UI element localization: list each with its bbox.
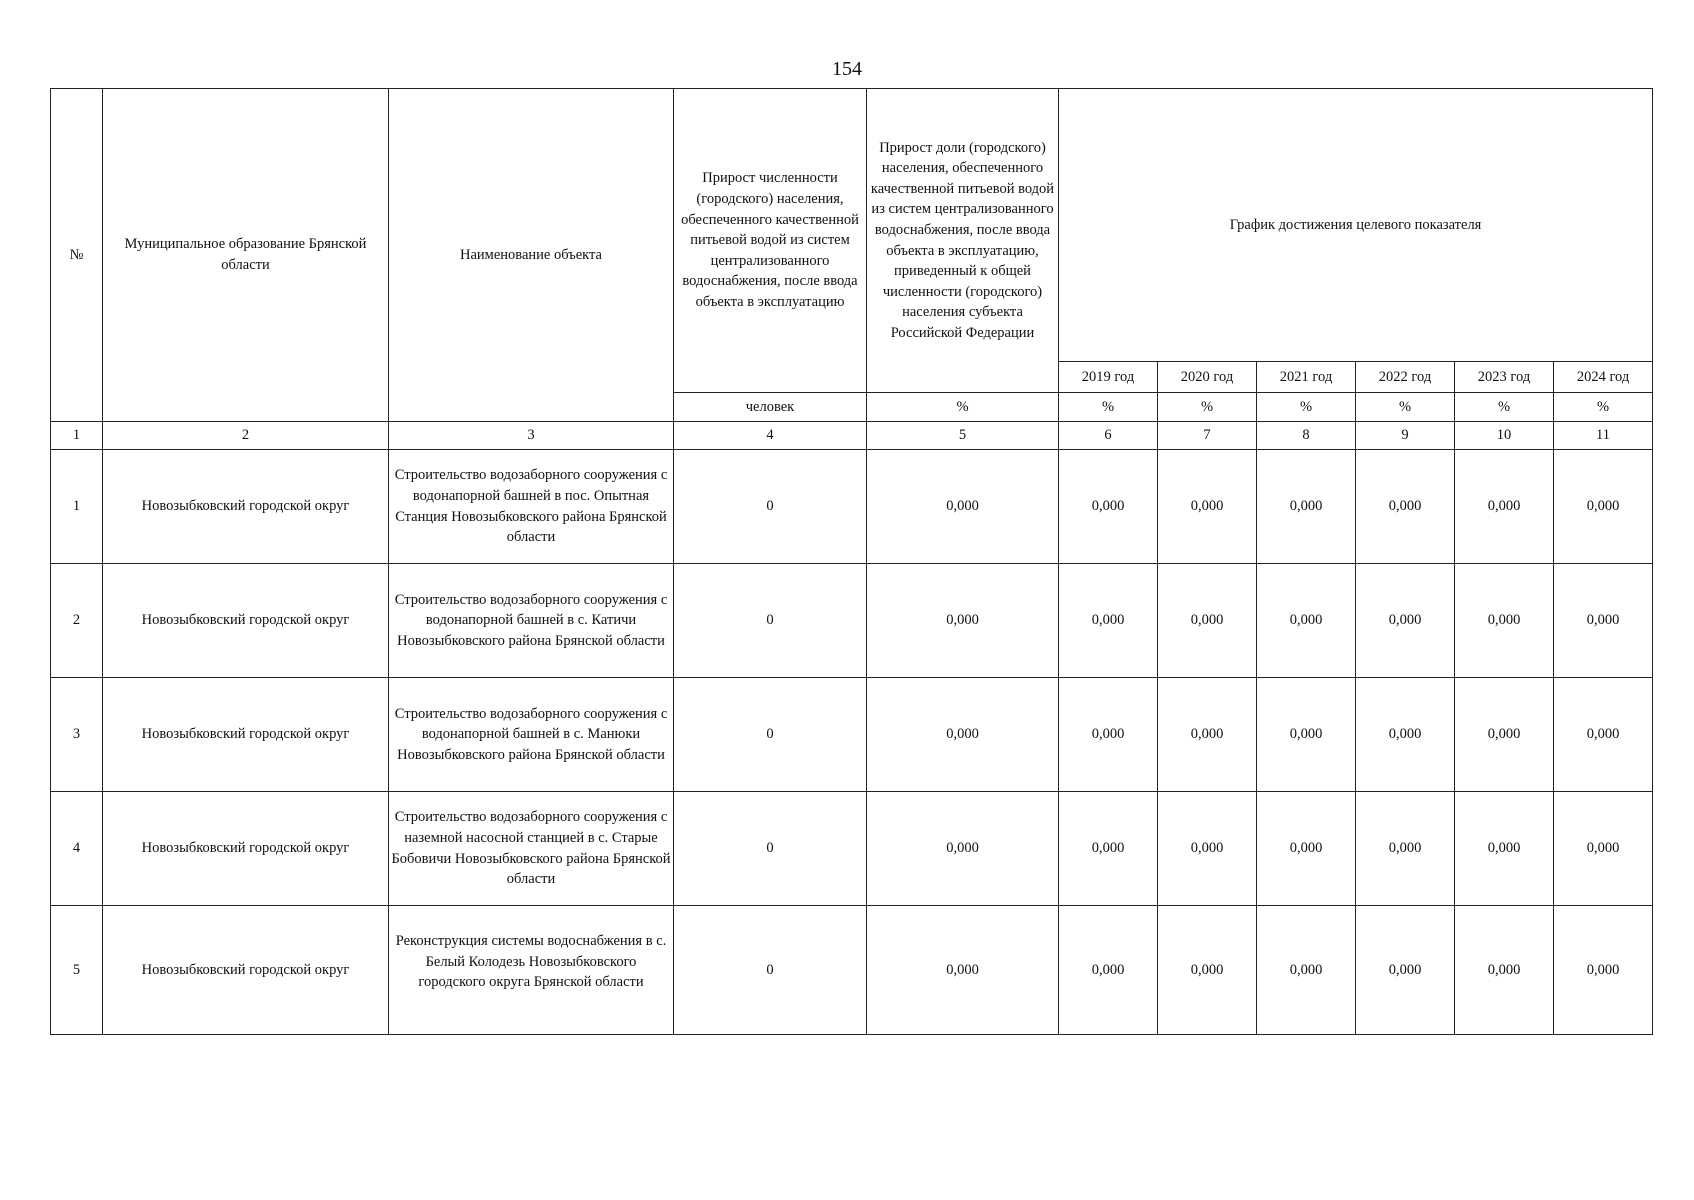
year-value-cell: 0,000	[1455, 906, 1554, 1035]
year-value-cell: 0,000	[1158, 906, 1257, 1035]
population-cell: 0	[674, 450, 867, 564]
year-value-cell: 0,000	[1356, 792, 1455, 906]
unit-cell: %	[867, 393, 1059, 422]
header-year: 2023 год	[1455, 362, 1554, 393]
row-number: 1	[51, 450, 103, 564]
header-year: 2021 год	[1257, 362, 1356, 393]
column-number: 4	[674, 422, 867, 450]
year-value-cell: 0,000	[1455, 564, 1554, 678]
row-number: 3	[51, 678, 103, 792]
table-row	[51, 678, 1653, 792]
column-number: 8	[1257, 422, 1356, 450]
column-number: 1	[51, 422, 103, 450]
header-share-growth: Прирост доли (городского) населения, обеспеченного качественной питьевой водой из систем централизованного водоснабжения, после ввода объекта в эксплуатацию, приведенный к общей численности (городского) населения субъекта Российской Федерации	[867, 89, 1059, 393]
population-cell: 0	[674, 564, 867, 678]
column-number: 3	[389, 422, 674, 450]
table-row	[51, 450, 1653, 564]
year-value-cell: 0,000	[1158, 564, 1257, 678]
year-value-cell: 0,000	[1356, 906, 1455, 1035]
header-year: 2020 год	[1158, 362, 1257, 393]
share-cell: 0,000	[867, 678, 1059, 792]
column-number: 6	[1059, 422, 1158, 450]
year-value-cell: 0,000	[1356, 450, 1455, 564]
year-value-cell: 0,000	[1257, 450, 1356, 564]
header-object: Наименование объекта	[389, 89, 674, 422]
year-value-cell: 0,000	[1059, 906, 1158, 1035]
object-name-cell: Строительство водозаборного сооружения с водонапорной башней в пос. Опытная Станция Новозыбковского района Брянской области	[389, 450, 674, 564]
table-row	[51, 906, 1653, 1035]
population-cell: 0	[674, 792, 867, 906]
year-value-cell: 0,000	[1059, 450, 1158, 564]
row-number: 2	[51, 564, 103, 678]
municipality-cell: Новозыбковский городской округ	[103, 678, 389, 792]
header-year: 2024 год	[1554, 362, 1653, 393]
population-cell: 0	[674, 906, 867, 1035]
year-value-cell: 0,000	[1455, 450, 1554, 564]
header-year: 2022 год	[1356, 362, 1455, 393]
unit-cell: %	[1455, 393, 1554, 422]
column-number: 7	[1158, 422, 1257, 450]
column-number: 2	[103, 422, 389, 450]
object-name-cell: Строительство водозаборного сооружения с водонапорной башней в с. Манюки Новозыбковского района Брянской области	[389, 678, 674, 792]
year-value-cell: 0,000	[1455, 792, 1554, 906]
object-name-cell: Реконструкция системы водоснабжения в с. Белый Колодезь Новозыбковского городского округа Брянской области	[389, 906, 674, 1035]
year-value-cell: 0,000	[1059, 792, 1158, 906]
year-value-cell: 0,000	[1059, 564, 1158, 678]
year-value-cell: 0,000	[1554, 906, 1653, 1035]
table-row	[51, 792, 1653, 906]
unit-cell: %	[1059, 393, 1158, 422]
year-value-cell: 0,000	[1158, 450, 1257, 564]
header-schedule: График достижения целевого показателя	[1059, 89, 1653, 362]
year-value-cell: 0,000	[1158, 678, 1257, 792]
share-cell: 0,000	[867, 564, 1059, 678]
year-value-cell: 0,000	[1455, 678, 1554, 792]
unit-cell: %	[1554, 393, 1653, 422]
year-value-cell: 0,000	[1554, 792, 1653, 906]
target-indicator-table	[50, 88, 1653, 1035]
header-municipality: Муниципальное образование Брянской области	[103, 89, 389, 422]
page-number: 154	[832, 58, 862, 80]
unit-cell: %	[1158, 393, 1257, 422]
year-value-cell: 0,000	[1356, 678, 1455, 792]
unit-cell: %	[1257, 393, 1356, 422]
municipality-cell: Новозыбковский городской округ	[103, 564, 389, 678]
municipality-cell: Новозыбковский городской округ	[103, 792, 389, 906]
share-cell: 0,000	[867, 792, 1059, 906]
unit-cell: %	[1356, 393, 1455, 422]
year-value-cell: 0,000	[1356, 564, 1455, 678]
object-name-cell: Строительство водозаборного сооружения с наземной насосной станцией в с. Старые Бобовичи Новозыбковского района Брянской области	[389, 792, 674, 906]
row-number: 4	[51, 792, 103, 906]
year-value-cell: 0,000	[1257, 564, 1356, 678]
year-value-cell: 0,000	[1059, 678, 1158, 792]
year-value-cell: 0,000	[1554, 450, 1653, 564]
column-number: 9	[1356, 422, 1455, 450]
header-population-growth: Прирост численности (городского) населения, обеспеченного качественной питьевой водой из систем централизованного водоснабжения, после ввода объекта в эксплуатацию	[674, 89, 867, 393]
year-value-cell: 0,000	[1257, 678, 1356, 792]
table-row	[51, 564, 1653, 678]
year-value-cell: 0,000	[1257, 792, 1356, 906]
column-number: 5	[867, 422, 1059, 450]
year-value-cell: 0,000	[1158, 792, 1257, 906]
object-name-cell: Строительство водозаборного сооружения с водонапорной башней в с. Катичи Новозыбковского района Брянской области	[389, 564, 674, 678]
unit-cell: человек	[674, 393, 867, 422]
header-num: №	[51, 89, 103, 422]
row-number: 5	[51, 906, 103, 1035]
year-value-cell: 0,000	[1257, 906, 1356, 1035]
population-cell: 0	[674, 678, 867, 792]
year-value-cell: 0,000	[1554, 564, 1653, 678]
municipality-cell: Новозыбковский городской округ	[103, 450, 389, 564]
share-cell: 0,000	[867, 450, 1059, 564]
header-year: 2019 год	[1059, 362, 1158, 393]
column-number: 10	[1455, 422, 1554, 450]
column-number: 11	[1554, 422, 1653, 450]
municipality-cell: Новозыбковский городской округ	[103, 906, 389, 1035]
share-cell: 0,000	[867, 906, 1059, 1035]
year-value-cell: 0,000	[1554, 678, 1653, 792]
